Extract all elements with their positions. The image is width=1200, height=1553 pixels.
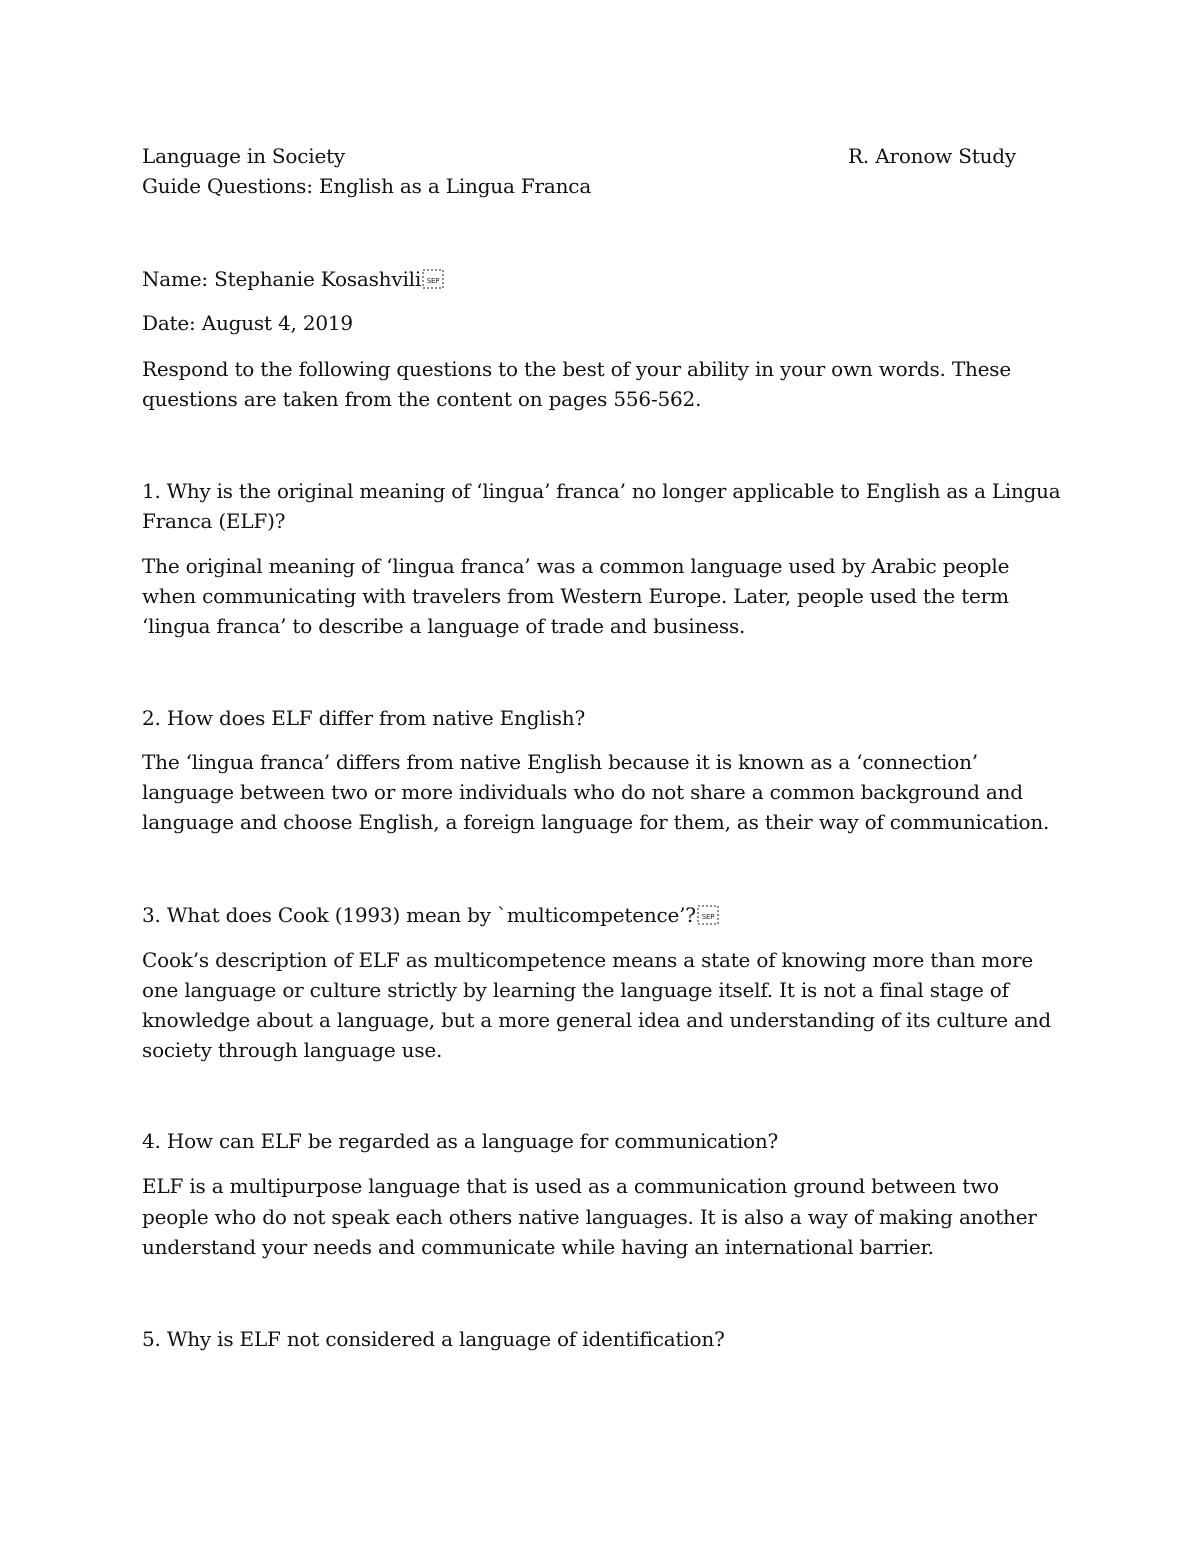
question-3	[142, 900, 719, 930]
course-title: Language in Society	[142, 144, 346, 168]
instructions-line: Respond to the following questions to the best of your ability in your own words. These	[142, 357, 1012, 381]
answer-3: society through language use.	[142, 1038, 443, 1062]
question-2: 2. How does ELF differ from native English?	[142, 706, 585, 730]
document-date: Date: August 4, 2019	[142, 311, 353, 335]
answer-2: The ‘lingua franca’ differs from native English because it is known as a ‘connection’	[142, 750, 978, 774]
answer-2: language between two or more individuals who do not share a common background and	[142, 780, 1023, 804]
student-name	[142, 264, 444, 294]
question-1: Franca (ELF)?	[142, 509, 286, 533]
answer-1: The original meaning of ‘lingua franca’ was a common language used by Arabic people	[142, 554, 1010, 578]
svg-text:SEP: SEP	[701, 913, 715, 921]
svg-text:SEP: SEP	[426, 277, 440, 285]
answer-2: language and choose English, a foreign language for them, as their way of communication.	[142, 810, 1050, 834]
instructions-line: questions are taken from the content on pages 556-562.	[142, 387, 702, 411]
answer-1: ‘lingua franca’ to describe a language of trade and business.	[142, 614, 746, 638]
separator-glyph-icon	[422, 269, 444, 289]
answer-1: when communicating with travelers from Western Europe. Later, people used the term	[142, 584, 1009, 608]
author-label: R. Aronow Study	[848, 144, 1016, 168]
question-3-text: 3. What does Cook (1993) mean by `multicompetence’?	[142, 903, 696, 927]
separator-glyph-icon	[697, 905, 719, 925]
answer-4: ELF is a multipurpose language that is used as a communication ground between two	[142, 1174, 999, 1198]
student-name-text: Name: Stephanie Kosashvili	[142, 267, 422, 291]
question-5: 5. Why is ELF not considered a language of identification?	[142, 1327, 725, 1351]
answer-3: Cook’s description of ELF as multicompetence means a state of knowing more than more	[142, 948, 1033, 972]
question-1: 1. Why is the original meaning of ‘lingua’ franca’ no longer applicable to English as a Lingua	[142, 479, 1061, 503]
answer-3: knowledge about a language, but a more general idea and understanding of its culture and	[142, 1008, 1051, 1032]
answer-4: understand your needs and communicate while having an international barrier.	[142, 1235, 934, 1259]
document-subtitle: Guide Questions: English as a Lingua Franca	[142, 174, 592, 198]
question-4: 4. How can ELF be regarded as a language for communication?	[142, 1129, 779, 1153]
answer-3: one language or culture strictly by learning the language itself. It is not a final stage of	[142, 978, 1009, 1002]
answer-4: people who do not speak each others native languages. It is also a way of making another	[142, 1205, 1037, 1229]
